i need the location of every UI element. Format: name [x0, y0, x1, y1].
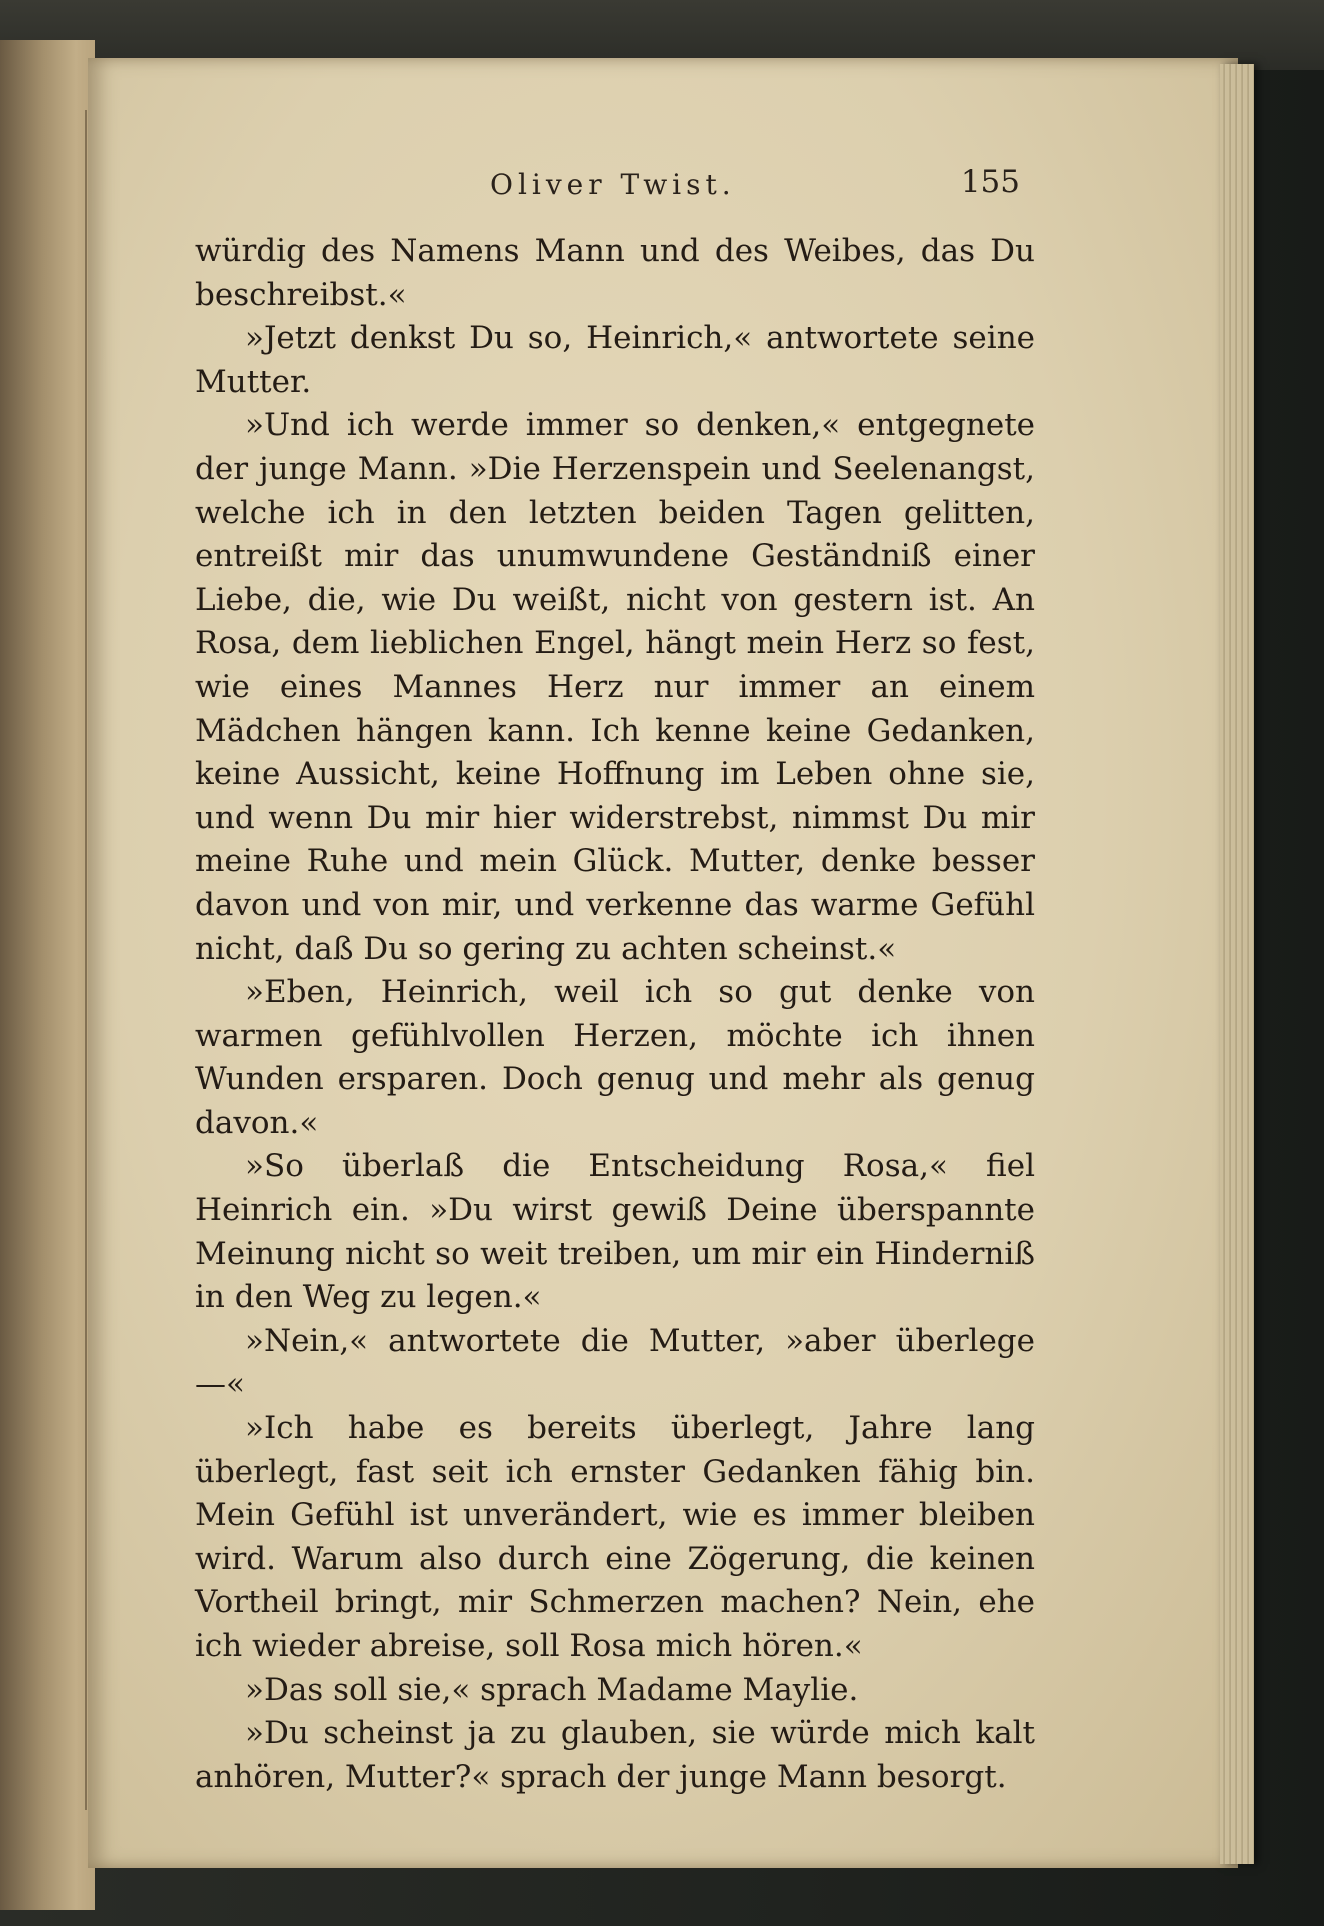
paragraph: »So überlaß die Entscheidung Rosa,« fiel Heinrich ein. »Du wirst gewiß Deine überspannte Meinung nicht so weit treiben, um mir ein Hinderniß in den Weg zu legen.« — [195, 1148, 1035, 1316]
body-text — [195, 230, 1035, 1799]
running-title: Oliver Twist. — [490, 168, 736, 201]
paragraph: »Du scheinst ja zu glauben, sie würde mich kalt anhören, Mutter?« sprach der junge Mann besorgt. — [195, 1715, 1035, 1795]
spine-crease — [85, 110, 87, 1810]
paragraph: »Und ich werde immer so denken,« entgegnete der junge Mann. »Die Herzenspein und Seelenangst, welche ich in den letzten beiden Tagen gelitten, entreißt mir das unumwundene Geständniß einer Liebe, die, wie Du weißt, nicht von gestern ist. An Rosa, dem lieblichen Engel, hängt mein Herz so fest, wie eines Mannes Herz nur immer an einem Mädchen hängen kann. Ich kenne keine Gedanken, keine Aussicht, keine Hoffnung im Leben ohne sie, und wenn Du mir hier widerstrebst, nimmst Du mir meine Ruhe und mein Glück. Mutter, denke besser davon und von mir, und verkenne das warme Gefühl nicht, daß Du so gering zu achten scheinst.« — [195, 407, 1035, 967]
paragraph: »Ich habe es bereits überlegt, Jahre lang überlegt, fast seit ich ernster Gedanken fähig bin. Mein Gefühl ist unverändert, wie es immer bleiben wird. Warum also durch eine Zögerung, die keinen Vortheil bringt, mir Schmerzen machen? Nein, ehe ich wieder abreise, soll Rosa mich hören.« — [195, 1410, 1035, 1664]
page-stack-edges — [1220, 64, 1254, 1864]
page-number: 155 — [960, 164, 1020, 200]
page-header — [190, 164, 1020, 212]
paragraph: »Nein,« antwortete die Mutter, »aber überlege —« — [195, 1322, 1035, 1403]
paragraph: »Das soll sie,« sprach Madame Maylie. — [245, 1671, 859, 1708]
facing-page-edge — [0, 40, 95, 1910]
paragraph: »Eben, Heinrich, weil ich so gut denke von warmen gefühlvollen Herzen, möchte ich ihnen Wunden ersparen. Doch genug und mehr als genug davon.« — [195, 974, 1035, 1141]
paragraph: »Jetzt denkst Du so, Heinrich,« antwortete seine Mutter. — [195, 320, 1035, 400]
paragraph: würdig des Namens Mann und des Weibes, das Du beschreibst.« — [195, 233, 1035, 313]
